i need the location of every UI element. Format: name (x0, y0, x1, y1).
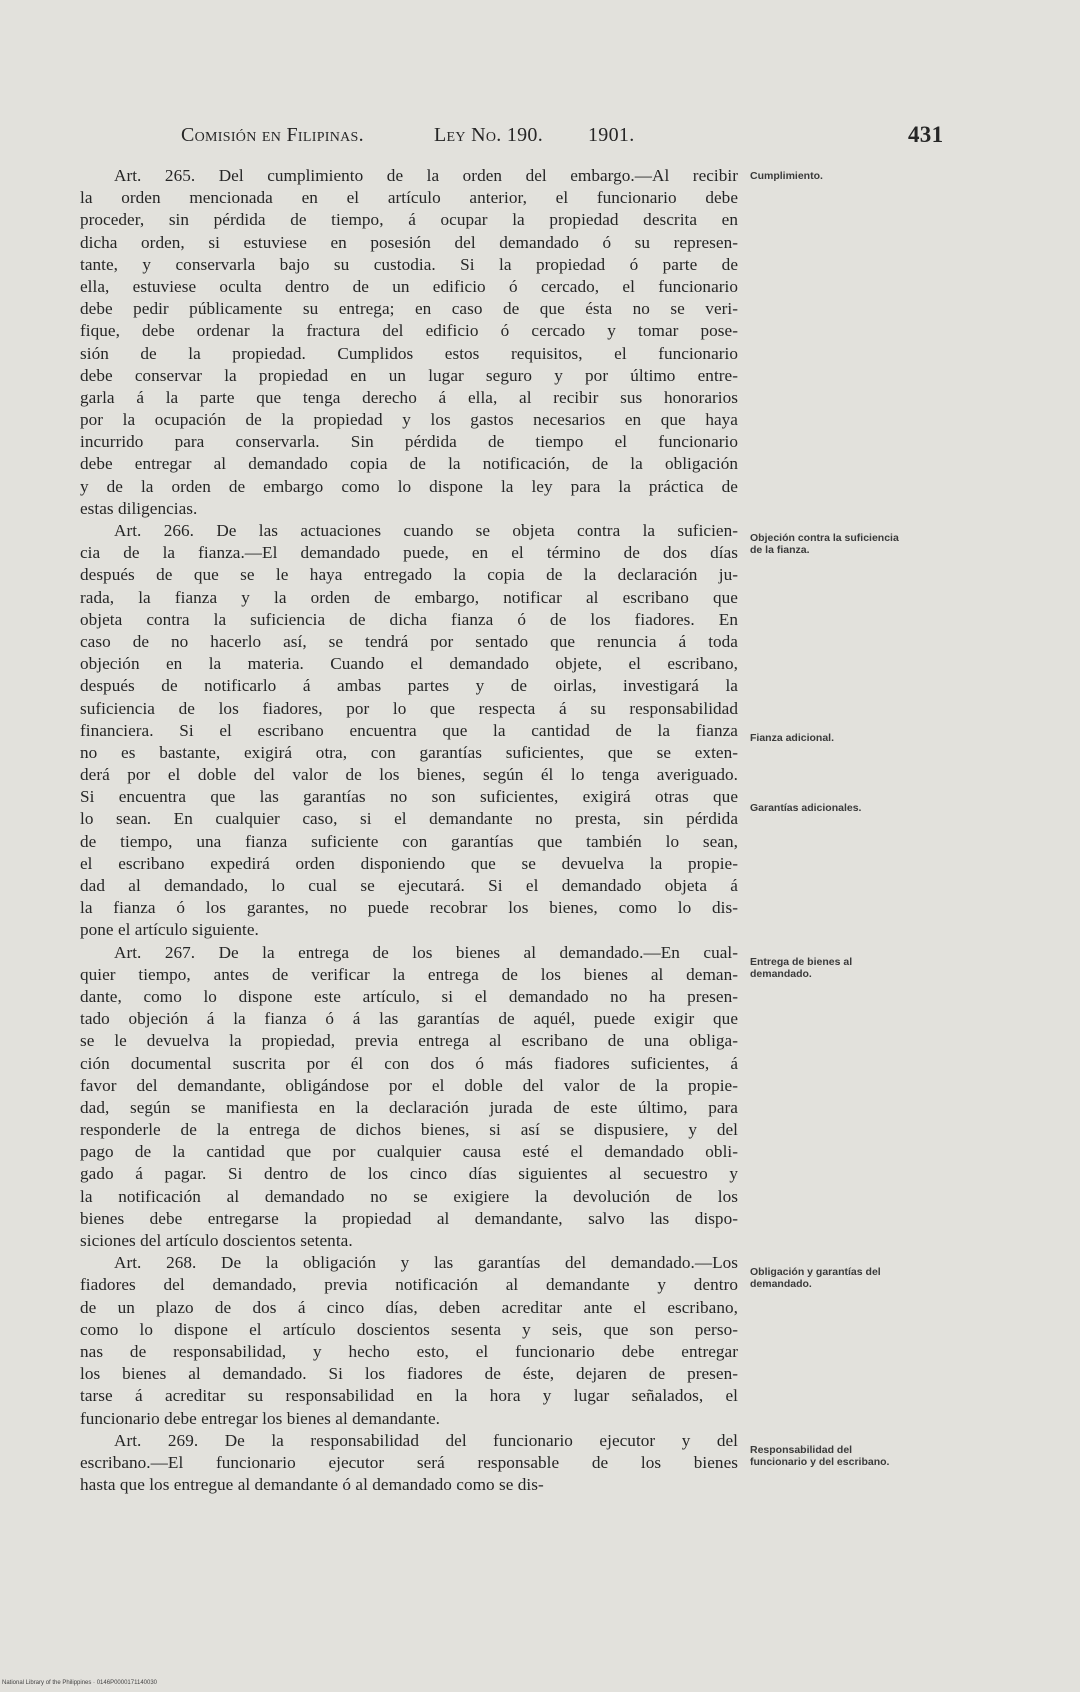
text-line: la notificación al demandado no se exigiere la devolución de los (80, 1186, 738, 1206)
text-line: dicha orden, si estuviese en posesión del demandado ó su represen- (80, 232, 738, 252)
text-line: por la ocupación de la propiedad y los gastos necesarios en que haya (80, 410, 738, 430)
text-line: rada, la fianza y la orden de embargo, notificar al escribano que (80, 587, 738, 607)
text-line: siciones del artículo doscientos setenta. (80, 1231, 353, 1250)
text-line: tado objeción á la fianza ó á las garantías de aquél, puede exigir que (80, 1009, 738, 1029)
text-line: los bienes al demandado. Si los fiadores de éste, dejaren de presen- (80, 1364, 738, 1384)
margin-note-cumplimiento: Cumplimiento. (750, 170, 823, 182)
text-line: nas de responsabilidad, y hecho esto, el funcionario debe entregar (80, 1341, 738, 1361)
article-paragraph (80, 520, 738, 942)
text-line: garla á la parte que tenga derecho á ella, al recibir sus honorarios (80, 387, 738, 407)
text-line: el escribano expedirá orden disponiendo que se devuelva la propie- (80, 853, 738, 873)
body-text (80, 165, 738, 1496)
text-line: pago de la cantidad que por cualquier causa esté el demandado obli- (80, 1142, 738, 1162)
text-line: tarse á acreditar su responsabilidad en la hora y lugar señalados, el (80, 1386, 738, 1406)
text-line: financiera. Si el escribano encuentra que la cantidad de la fianza (80, 720, 738, 740)
text-line: dad, según se manifiesta en la declaración jurada de este último, para (80, 1097, 738, 1117)
text-line: después de que se le haya entregado la copia de la declaración ju- (80, 565, 738, 585)
text-line: proceder, sin pérdida de tiempo, á ocupar la propiedad descrita en (80, 210, 738, 230)
text-line: gado á pagar. Si dentro de los cinco días siguientes al secuestro y (80, 1164, 738, 1184)
text-line: funcionario debe entregar los bienes al demandante. (80, 1408, 440, 1428)
text-line: incurrido para conservarla. Sin pérdida de tiempo el funcionario (80, 432, 738, 452)
text-line: Art. 265. Del cumplimiento de la orden del embargo.—Al recibir (114, 166, 738, 185)
text-line: tante, y conservarla bajo su custodia. Si la propiedad ó parte de (80, 254, 738, 274)
text-line: Art. 266. De las actuaciones cuando se objeta contra la suficien- (114, 521, 738, 540)
text-line: quier tiempo, antes de verificar la entrega de los bienes al deman- (80, 964, 738, 984)
text-line: suficiencia de los fiadores, por lo que respecta á su responsabilidad (80, 698, 738, 718)
text-line: de un plazo de dos á cinco días, deben acreditar ante el escribano, (80, 1297, 738, 1317)
text-line: responderle de la entrega de dichos bienes, si así se dispusiere, y del (80, 1120, 738, 1140)
text-line: caso de no hacerlo así, se tendrá por sentado que renuncia á toda (80, 631, 738, 651)
running-header (80, 118, 980, 158)
text-line: Art. 269. De la responsabilidad del funcionario ejecutor y del (114, 1430, 738, 1450)
text-line: la orden mencionada en el artículo anterior, el funcionario debe (80, 188, 738, 208)
article-paragraph (80, 1430, 738, 1497)
text-line: debe pedir públicamente su entrega; en caso de que ésta no se veri- (80, 299, 738, 319)
text-line: cia de la fianza.—El demandado puede, en el término de dos días (80, 543, 738, 563)
text-line: se le devuelva la propiedad, previa entrega al escribano de una obliga- (80, 1031, 738, 1051)
text-line: Art. 267. De la entrega de los bienes al demandado.—En cual- (114, 942, 738, 962)
header-year: 1901. (588, 124, 635, 146)
text-line: lo sean. En cualquier caso, si el demandante no presta, sin pérdida (80, 809, 738, 829)
text-line: fiadores del demandado, previa notificación al demandante y dentro (80, 1275, 738, 1295)
text-line: la fianza ó los garantes, no puede recobrar los bienes, como lo dis- (80, 898, 738, 918)
text-line: objeta contra la suficiencia de dicha fianza ó de los fiadores. En (80, 609, 738, 629)
text-line: y de la orden de embargo como lo dispone la ley para la práctica de (80, 476, 738, 496)
text-line: como lo dispone el artículo doscientos sesenta y seis, que son perso- (80, 1319, 738, 1339)
margin-note-objecion: Objeción contra la suficiencia de la fianza. (750, 532, 899, 556)
page-number: 431 (908, 122, 944, 147)
text-line: dante, como lo dispone este artículo, si el demandado no ha presen- (80, 986, 738, 1006)
text-line: debe conservar la propiedad en un lugar seguro y por último entre- (80, 365, 738, 385)
text-line: Si encuentra que las garantías no son suficientes, exigirá otras que (80, 787, 738, 807)
library-footer: National Library of the Philippines · 0146P0000171140030 (2, 1680, 158, 1686)
text-line: fique, debe ordenar la fractura del edificio ó cercado y tomar pose- (80, 321, 738, 341)
header-title: Comisión en Filipinas. (181, 124, 364, 146)
article-paragraph (80, 165, 738, 520)
text-line: de tiempo, una fianza suficiente con garantías que también lo sean, (80, 831, 738, 851)
text-line: después de notificarlo á ambas partes y de oirlas, investigará la (80, 676, 738, 696)
text-line: escribano.—El funcionario ejecutor será responsable de los bienes (80, 1452, 738, 1472)
margin-note-responsabilidad: Responsabilidad del funcionario y del escribano. (750, 1444, 890, 1468)
margin-note-garantias-adicionales: Garantías adicionales. (750, 802, 862, 814)
text-line: favor del demandante, obligándose por el doble del valor de la propie- (80, 1075, 738, 1095)
text-line: sión de la propiedad. Cumplidos estos requisitos, el funcionario (80, 343, 738, 363)
text-line: ella, estuviese oculta dentro de un edificio ó cercado, el funcionario (80, 276, 738, 296)
margin-note-entrega-bienes: Entrega de bienes al demandado. (750, 956, 853, 980)
text-line: no es bastante, exigirá otra, con garantías suficientes, que se exten- (80, 742, 738, 762)
margin-note-obligacion-garantias: Obligación y garantías del demandado. (750, 1266, 881, 1290)
text-line: pone el artículo siguiente. (80, 920, 259, 940)
text-line: ción documental suscrita por él con dos ó más fiadores suficientes, á (80, 1053, 738, 1073)
header-law-number: Ley No. 190. (434, 124, 544, 146)
text-line: objeción en la materia. Cuando el demandado objete, el escribano, (80, 654, 738, 674)
article-paragraph (80, 942, 738, 1253)
article-paragraph (80, 1252, 738, 1430)
text-line: bienes debe entregarse la propiedad al demandante, salvo las dispo- (80, 1208, 738, 1228)
text-line: derá por el doble del valor de los bienes, según él lo tenga averiguado. (80, 765, 738, 785)
margin-note-fianza-adicional: Fianza adicional. (750, 732, 835, 744)
text-line: Art. 268. De la obligación y las garantías del demandado.—Los (114, 1253, 738, 1273)
text-line: debe entregar al demandado copia de la notificación, de la obligación (80, 454, 738, 474)
text-line: estas diligencias. (80, 498, 198, 518)
text-line: dad al demandado, lo cual se ejecutará. Si el demandado objeta á (80, 876, 738, 895)
text-line: hasta que los entregue al demandante ó al demandado como se dis- (80, 1475, 544, 1495)
